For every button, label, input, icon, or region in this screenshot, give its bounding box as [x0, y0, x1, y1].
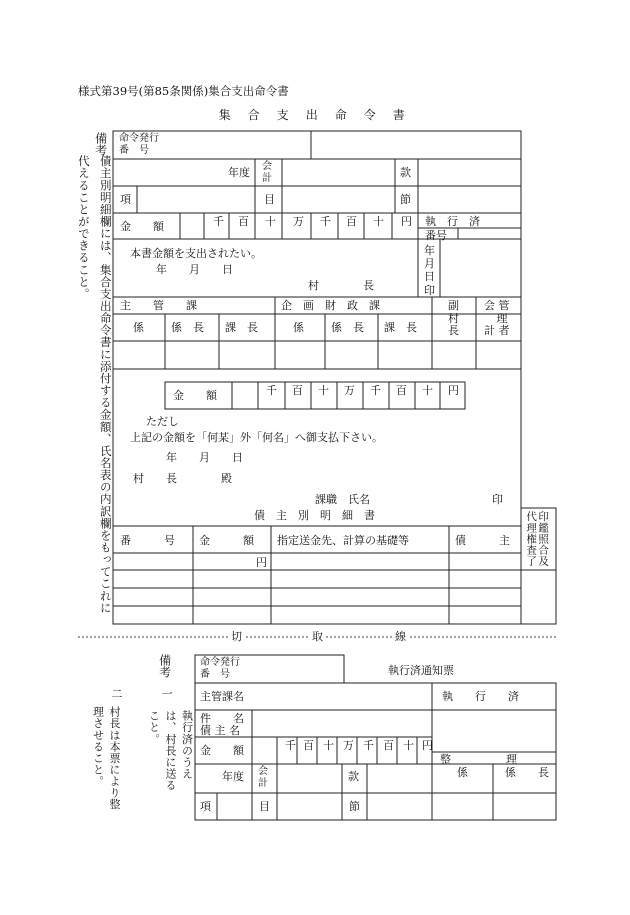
- signer-seal: 印: [492, 493, 503, 506]
- digit-sen-1: 千: [213, 215, 224, 228]
- payment-date: 年 月 日: [156, 263, 233, 276]
- lower-digit-hyaku-1: 百: [303, 739, 314, 752]
- shukan-kamei-label: 主管課名: [200, 690, 244, 703]
- order-number-label-1: 命令発行: [119, 133, 159, 144]
- delegate-digit-yen: 円: [448, 384, 459, 397]
- shikko-label: 執 行 済: [425, 215, 480, 228]
- lower-kakaricho-label: 係 長: [505, 766, 549, 779]
- col-number-header: 番 号: [120, 534, 175, 547]
- col-destination-header: 指定送金先、計算の基礎等: [277, 534, 409, 547]
- tadashi-label: ただし: [146, 415, 179, 428]
- role-kakari-left: 係: [133, 321, 144, 334]
- kenmei-label: 件 名: [200, 712, 244, 725]
- delegate-digit-sen-1: 千: [266, 384, 277, 397]
- kou-label: 項: [120, 193, 131, 206]
- order-number-label-2: 番 号: [119, 145, 149, 156]
- village-chief-label: 村 長: [308, 279, 374, 292]
- creditors-title: 債 主 別 明 細 書: [254, 509, 375, 522]
- lower-note1: 執行済のうえは、村長に送ること。: [147, 710, 194, 791]
- lower-order-number-label-2: 番 号: [200, 669, 230, 680]
- lower-kakari-label: 係: [457, 766, 468, 779]
- delegate-digit-juu-1: 十: [318, 384, 329, 397]
- col-creditor-header: 債 主: [455, 534, 510, 547]
- nendo-label: 年度: [228, 166, 250, 179]
- fuku-sonchou-label: 副 村 長: [448, 299, 459, 338]
- delegate-chief-addressee: 村 長 殿: [133, 472, 232, 485]
- digit-yen: 円: [401, 215, 412, 228]
- lower-note2-num: 二: [110, 688, 123, 700]
- lower-kou-label: 項: [200, 800, 211, 813]
- delegate-digit-hyaku-2: 百: [396, 384, 407, 397]
- yen-unit: 円: [256, 556, 267, 569]
- biko-label: 備考: [93, 132, 108, 156]
- lower-digit-sen-1: 千: [285, 739, 296, 752]
- lower-kan-label: 款: [348, 770, 359, 783]
- digit-hyaku-2: 百: [346, 215, 357, 228]
- col-amount-header: 金 額: [199, 534, 254, 547]
- payment-request-text: 本書金額を支出されたい。: [130, 247, 262, 260]
- lower-digit-juu-2: 十: [403, 739, 414, 752]
- role-kacho-left: 課 長: [225, 321, 258, 334]
- digit-hyaku-1: 百: [238, 215, 249, 228]
- lower-digit-man: 万: [343, 739, 354, 752]
- kan-label: 款: [400, 166, 411, 179]
- role-kakari-right: 係: [293, 321, 304, 334]
- lower-setsu-label: 節: [349, 800, 360, 813]
- delegate-digit-hyaku-1: 百: [292, 384, 303, 397]
- lower-digit-yen: 円: [422, 739, 433, 752]
- lower-nendo-label: 年度: [222, 770, 244, 783]
- delegate-date: 年 月 日: [166, 451, 243, 464]
- seiri-label: 整 理: [440, 753, 517, 766]
- lower-moku-label: 目: [259, 800, 270, 813]
- delegate-digit-juu-2: 十: [422, 384, 433, 397]
- digit-juu-1: 十: [265, 215, 276, 228]
- kaikei-kanrisha-label: 会 管 理 計 者: [484, 299, 510, 338]
- lower-biko-label: 備考: [157, 654, 172, 678]
- creditor-detail-note: 債主別明細欄には、集合支出命令書に添付する金額、氏名表の内訳欄をもってこれに代えることができること。: [76, 155, 113, 614]
- notice-title: 執行済通知票: [388, 664, 454, 677]
- lower-digit-sen-2: 千: [363, 739, 374, 752]
- stamp-check-column-label: 印鑑照合及代理権査了: [525, 511, 550, 567]
- kikaku-zaisei-ka-label: 企 画 財 政 課: [281, 299, 380, 312]
- signer-label: 課職 氏名: [315, 493, 370, 506]
- lower-digit-hyaku-2: 百: [383, 739, 394, 752]
- form-number-label: 様式第39号(第85条関係)集合支出命令書: [78, 84, 289, 98]
- cut-label-sen: 線: [395, 630, 406, 643]
- setsu-label: 節: [400, 193, 411, 206]
- lower-note1-num: 一: [160, 688, 173, 700]
- lower-note2: 村長は本票により整理させること。: [91, 706, 121, 810]
- cut-label-kiri: 切: [231, 630, 242, 643]
- digit-sen-2: 千: [320, 215, 331, 228]
- lower-kingaku-label: 金 額: [200, 744, 244, 757]
- delegate-digit-man: 万: [344, 384, 355, 397]
- shukan-ka-label: 主 管 課: [120, 299, 197, 312]
- lower-order-number-label-1: 命令発行: [200, 657, 240, 668]
- role-kakaricho-right: 係 長: [331, 321, 364, 334]
- saishu-mei-label: 債 主 名: [200, 724, 240, 737]
- digit-man: 万: [293, 215, 304, 228]
- kingaku-label: 金 額: [120, 220, 164, 233]
- lower-digit-juu-1: 十: [323, 739, 334, 752]
- delegate-payment-text: 上記の金額を「何某」外「何名」へ御支払下さい。: [130, 431, 383, 444]
- form-title: 集 合 支 出 命 令 書: [218, 108, 412, 122]
- lower-shikko-label: 執 行 済: [442, 690, 519, 703]
- lower-kaikei-label: 会 計: [258, 766, 268, 789]
- delegate-digit-sen-2: 千: [370, 384, 381, 397]
- kaikei-label: 会 計: [262, 161, 272, 184]
- moku-label: 目: [264, 193, 275, 206]
- bango-label: 番号: [425, 229, 447, 242]
- digit-juu-2: 十: [373, 215, 384, 228]
- cut-label-tori: 取: [312, 630, 323, 643]
- role-kakaricho-left: 係 長: [171, 321, 204, 334]
- date-seal-label: 年 月 日 印: [424, 244, 435, 297]
- delegate-kingaku-label: 金 額: [173, 389, 217, 402]
- role-kacho-right: 課 長: [384, 321, 417, 334]
